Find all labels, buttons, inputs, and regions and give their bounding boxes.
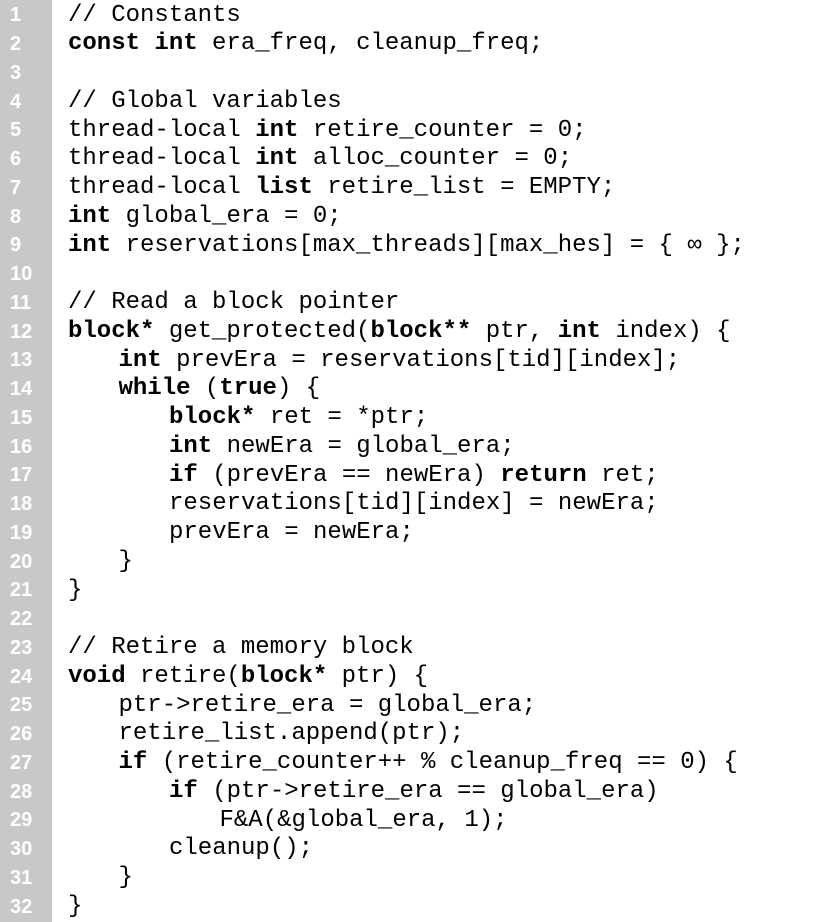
code-line	[0, 778, 831, 807]
line-number: 29	[10, 809, 33, 832]
keyword: const	[68, 30, 141, 58]
code-line	[0, 174, 831, 203]
code-text	[169, 778, 659, 807]
code-text	[68, 174, 615, 203]
line-number: 2	[10, 33, 22, 56]
code-line	[0, 490, 831, 519]
code-token: prevEra = reservations[tid][index];	[161, 346, 681, 374]
line-number: 9	[10, 234, 22, 257]
code-token: thread-local	[68, 116, 256, 144]
code-token: ptr,	[471, 317, 558, 345]
code-token: }	[68, 576, 83, 604]
comment: // Read a block pointer	[68, 289, 400, 316]
line-number: 13	[10, 349, 33, 372]
code-token: ptr->retire_era = global_era;	[118, 691, 537, 719]
line-number: 3	[10, 61, 22, 84]
code-token: ) {	[276, 375, 321, 403]
line-number: 5	[10, 119, 22, 142]
code-token: era_freq, cleanup_freq;	[197, 30, 544, 58]
code-text	[169, 490, 659, 519]
line-number: 25	[10, 694, 33, 717]
code-line	[0, 347, 831, 376]
code-text	[68, 634, 414, 663]
code-text	[68, 663, 428, 692]
code-token: }	[68, 892, 83, 920]
code-token: }	[118, 547, 133, 575]
code-token: (	[190, 375, 220, 403]
code-line	[0, 634, 831, 663]
code-token: (ptr->retire_era == global_era)	[197, 777, 659, 805]
keyword: if	[118, 749, 148, 776]
line-number: 23	[10, 636, 33, 659]
line-number: 26	[10, 723, 33, 746]
code-text	[169, 433, 515, 462]
code-token: thread-local	[68, 145, 256, 173]
line-number: 18	[10, 493, 33, 516]
code-line	[0, 893, 831, 922]
code-token: newEra = global_era;	[212, 432, 515, 460]
code-token: ptr) {	[327, 662, 429, 690]
keyword: int	[557, 317, 601, 345]
keyword: int	[68, 231, 112, 259]
code-text	[169, 835, 313, 864]
code-line	[0, 117, 831, 146]
keyword: int	[255, 116, 299, 144]
code-token: }	[118, 864, 133, 891]
code-text	[68, 893, 82, 922]
code-text	[119, 347, 681, 376]
comment: // Global variables	[68, 87, 342, 115]
line-number: 22	[10, 608, 33, 631]
code-text	[68, 203, 342, 232]
code-line	[0, 260, 831, 289]
comment: // Constants	[68, 1, 241, 29]
code-text	[169, 519, 414, 548]
code-token: global_era = 0;	[111, 202, 342, 230]
code-text	[68, 289, 399, 318]
code-token: ret = *ptr;	[255, 404, 429, 431]
code-text	[68, 232, 745, 261]
code-token: thread-local	[68, 174, 256, 201]
code-line	[0, 749, 831, 778]
line-number: 4	[10, 90, 22, 113]
keyword: int	[154, 30, 198, 58]
line-number: 30	[10, 838, 33, 861]
code-text	[68, 145, 572, 174]
code-token: (retire_counter++ % cleanup_freq == 0) {	[147, 749, 738, 776]
code-line	[0, 145, 831, 174]
line-number: 11	[10, 291, 32, 314]
line-number: 14	[10, 378, 33, 401]
keyword: block*	[240, 662, 328, 690]
code-text	[119, 720, 465, 749]
line-number: 17	[10, 464, 33, 487]
code-token: reservations[tid][index] = newEra;	[169, 490, 659, 518]
keyword: int	[255, 145, 299, 173]
keyword: return	[500, 461, 587, 489]
code-line	[0, 692, 831, 721]
code-token: cleanup();	[169, 835, 314, 863]
keyword: block**	[370, 317, 472, 345]
code-line	[0, 404, 831, 433]
line-number: 6	[10, 148, 22, 171]
code-text	[68, 318, 731, 347]
code-text	[119, 864, 133, 893]
line-number: 12	[10, 320, 33, 343]
code-token: get_protected(	[154, 317, 371, 345]
code-line	[0, 2, 831, 31]
code-token: reservations[max_threads][max_hes] = { ∞ };	[111, 231, 745, 259]
code-line	[0, 433, 831, 462]
code-text	[68, 30, 543, 59]
code-line	[0, 375, 831, 404]
line-number: 31	[10, 866, 33, 889]
code-token	[140, 30, 154, 57]
keyword: while	[118, 375, 191, 403]
code-text	[169, 462, 659, 491]
keyword: int	[169, 432, 213, 460]
code-line	[0, 605, 831, 634]
code-text	[68, 2, 241, 31]
line-number: 10	[10, 263, 33, 286]
keyword: if	[169, 461, 198, 489]
code-line	[0, 232, 831, 261]
code-line	[0, 203, 831, 232]
line-number: 24	[10, 665, 33, 688]
line-number: 7	[10, 176, 22, 199]
code-token: alloc_counter = 0;	[298, 145, 573, 173]
code-token: index) {	[600, 317, 731, 345]
line-number: 16	[10, 435, 33, 458]
code-line	[0, 663, 831, 692]
code-text	[68, 117, 587, 146]
keyword: int	[118, 346, 162, 374]
line-number: 8	[10, 205, 22, 228]
keyword: true	[219, 375, 277, 403]
keyword: block*	[169, 404, 256, 431]
code-line	[0, 30, 831, 59]
keyword: void	[68, 662, 126, 690]
line-number: 21	[10, 579, 33, 602]
code-text	[119, 548, 133, 577]
code-line	[0, 577, 831, 606]
keyword: block*	[68, 317, 155, 345]
code-token: retire_counter = 0;	[298, 116, 587, 144]
code-line	[0, 519, 831, 548]
code-token: ret;	[586, 461, 659, 489]
code-text	[119, 749, 738, 778]
code-line	[0, 318, 831, 347]
code-text	[119, 375, 321, 404]
code-text	[68, 577, 82, 606]
code-token: prevEra = newEra;	[169, 519, 414, 546]
code-text	[68, 88, 342, 117]
code-token: F&A(&global_era, 1);	[219, 806, 508, 834]
line-number: 20	[10, 550, 33, 573]
code-line	[0, 720, 831, 749]
comment: // Retire a memory block	[68, 634, 414, 661]
line-number: 27	[10, 751, 33, 774]
code-line	[0, 864, 831, 893]
code-line	[0, 462, 831, 491]
keyword: int	[68, 202, 112, 230]
code-text	[119, 692, 537, 721]
line-number: 1	[10, 4, 22, 27]
code-line	[0, 835, 831, 864]
code-line	[0, 548, 831, 577]
code-token: retire(	[125, 662, 241, 690]
code-token: retire_list = EMPTY;	[312, 174, 616, 201]
line-number: 28	[10, 780, 33, 803]
code-text	[169, 404, 428, 433]
line-number: 32	[10, 895, 33, 918]
code-line	[0, 807, 831, 836]
keyword: list	[255, 174, 313, 201]
code-line	[0, 88, 831, 117]
code-line	[0, 59, 831, 88]
code-line	[0, 289, 831, 318]
code-text	[220, 807, 508, 836]
code-token: (prevEra == newEra)	[197, 461, 501, 489]
code-token: retire_list.append(ptr);	[118, 720, 465, 748]
keyword: if	[169, 777, 198, 805]
line-number: 19	[10, 521, 33, 544]
line-number: 15	[10, 406, 33, 429]
